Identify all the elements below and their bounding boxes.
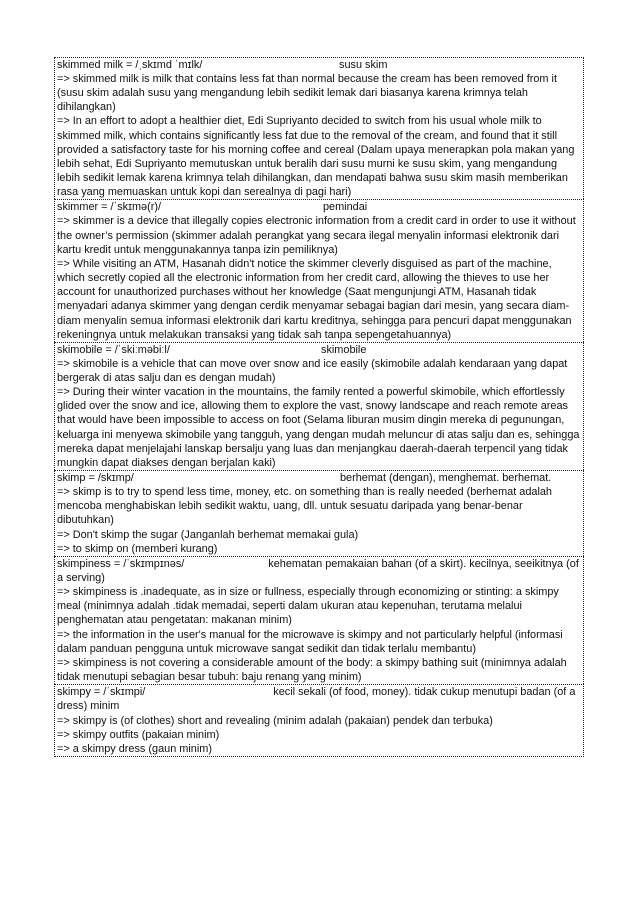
definition-line: => skimmed milk is milk that contains less fat than normal because the cream has been removed from it (susu skim adalah susu yang mengandung lebih sedikit lemak dari biasanya karena krimnya telah dihilangkan) bbox=[57, 73, 557, 114]
definition-line: => skimmer is a device that illegally copies electronic information from a credit card in order to use it without the owner’s permission (skimmer adalah perangkat yang secara ilegal menyalin informasi elektronik dari kartu kredit untuk menggunakannya tanpa izin pemiliknya) bbox=[57, 215, 576, 256]
definition-line: => skimpiness is not covering a considerable amount of the body: a skimpy bathing suit (minimnya adalah tidak menutupi sebagian besar tubuh: baju renang yang minim) bbox=[57, 656, 567, 684]
definition-line: => skimp is to try to spend less time, money, etc. on something than is really needed (berhemat adalah mencoba menghabiskan lebih sedikit waktu, uang, dll. untuk sesuatu daripada yang benar-benar dibutuhkan) bbox=[57, 486, 552, 527]
translation: kecil sekali (of food, money). tidak cukup menutupi badan (of a dress) minim bbox=[57, 686, 576, 713]
example-line: => During their winter vacation in the mountains, the family rented a powerful skimobile, which effortlessly glided over the snow and ice, allowing them to explore the vast, snowy landscape and reach remote areas that would have been impossible to access on foot (Selama liburan musim dingin mereka di pegunungan, keluarga ini menyewa skimobile yang tangguh, yang dengan mudah meluncur di atas salju dan es, sehingga mereka dapat menjelajahi lanskap bersalju yang luas dan menjangkau daerah-daerah terpencil yang tidak mungkin dapat diakses dengan berjalan kaki) bbox=[57, 386, 580, 469]
translation: kehematan pemakaian bahan (of a skirt). kecilnya, seeikitnya (of a serving) bbox=[57, 557, 579, 584]
example-line: => Don't skimp the sugar (Janganlah berhemat memakai gula) bbox=[57, 528, 359, 541]
entry-head bbox=[57, 343, 582, 357]
headword: skimp = /skɪmp/ bbox=[57, 472, 134, 485]
dictionary-page bbox=[54, 57, 584, 757]
entry-head bbox=[57, 471, 582, 485]
entry-skimpiness bbox=[54, 556, 584, 684]
translation: susu skim bbox=[339, 59, 388, 71]
example-line: => a skimpy dress (gaun minim) bbox=[57, 742, 212, 755]
entry-head bbox=[57, 557, 582, 585]
headword: skimpiness = /ˈskɪmpɪnəs/ bbox=[57, 557, 185, 570]
entry-skimpy bbox=[54, 684, 584, 757]
example-line: => skimpy outfits (pakaian minim) bbox=[57, 728, 220, 741]
headword: skimmer = /ˈskɪmə(r)/ bbox=[57, 201, 162, 214]
entry-head bbox=[57, 685, 582, 713]
definition-line: => skimpy is (of clothes) short and revealing (minim adalah (pakaian) pendek dan terbuka) bbox=[57, 714, 493, 727]
entry-skimobile bbox=[54, 342, 584, 470]
definition-line: => skimpiness is .inadequate, as in size or fullness, especially through economizing or stinting: a skimpy meal (minimnya adalah .tidak memadai, seperti dalam ukuran atau kepenuhan, terutama melalui penghematan atau pengetatan: makanan minim) bbox=[57, 586, 559, 627]
headword: skimmed milk = /ˌskɪmd ˈmɪlk/ bbox=[57, 59, 203, 71]
translation: berhemat (dengan), menghemat. berhemat. bbox=[340, 472, 552, 485]
entry-skimp bbox=[54, 470, 584, 556]
headword: skimobile = /ˈskiːməbiːl/ bbox=[57, 343, 170, 356]
headword: skimpy = /ˈskɪmpi/ bbox=[57, 686, 146, 699]
example-line: => While visiting an ATM, Hasanah didn't notice the skimmer cleverly disguised as part of the machine, which secretly copied all the electronic information from her credit card, allowing the thieves to use her account for unauthorized purchases without her knowledge (Saat mengunjungi ATM, Hasanah tidak menyadari adanya skimmer yang dengan cerdik menyamar sebagai bagian dari mesin, yang secara diam-diam menyalin semua informasi elektronik dari kartu kreditnya, sehingga para pencuri dapat menggunakan rekeningnya untuk melakukan transaksi yang tidak sah tanpa sepengetahuannya) bbox=[57, 257, 572, 341]
entry-head bbox=[57, 200, 582, 214]
entry-head bbox=[57, 58, 582, 72]
translation: skimobile bbox=[321, 343, 367, 356]
entry-skimmer bbox=[54, 199, 584, 341]
example-line: => In an effort to adopt a healthier diet, Edi Supriyanto decided to switch from his usual whole milk to skimmed milk, which contains significantly less fat due to the removal of the cream, and found that it still provided a satisfactory taste for his morning coffee and cereal (Dalam upaya menerapkan pola makan yang lebih sehat, Edi Supriyanto memutuskan untuk beralih dari susu murni ke susu skim, yang mengandung lebih sedikit lemak karena krimnya telah dihilangkan, dan mendapati bahwa susu skim masih memberikan rasa yang memuaskan untuk kopi dan serealnya di pagi hari) bbox=[57, 115, 575, 199]
example-line: => to skimp on (memberi kurang) bbox=[57, 542, 218, 555]
definition-line: => skimobile is a vehicle that can move over snow and ice easily (skimobile adalah kendaraan yang dapat bergerak di atas salju dan es dengan mudah) bbox=[57, 357, 568, 384]
entry-skimmed-milk bbox=[54, 57, 584, 199]
translation: pemindai bbox=[323, 201, 368, 214]
example-line: => the information in the user's manual for the microwave is skimpy and not particularly helpful (informasi dalam panduan pengguna untuk microwave sangat sedikit dan tidak terlalu membantu) bbox=[57, 628, 563, 655]
